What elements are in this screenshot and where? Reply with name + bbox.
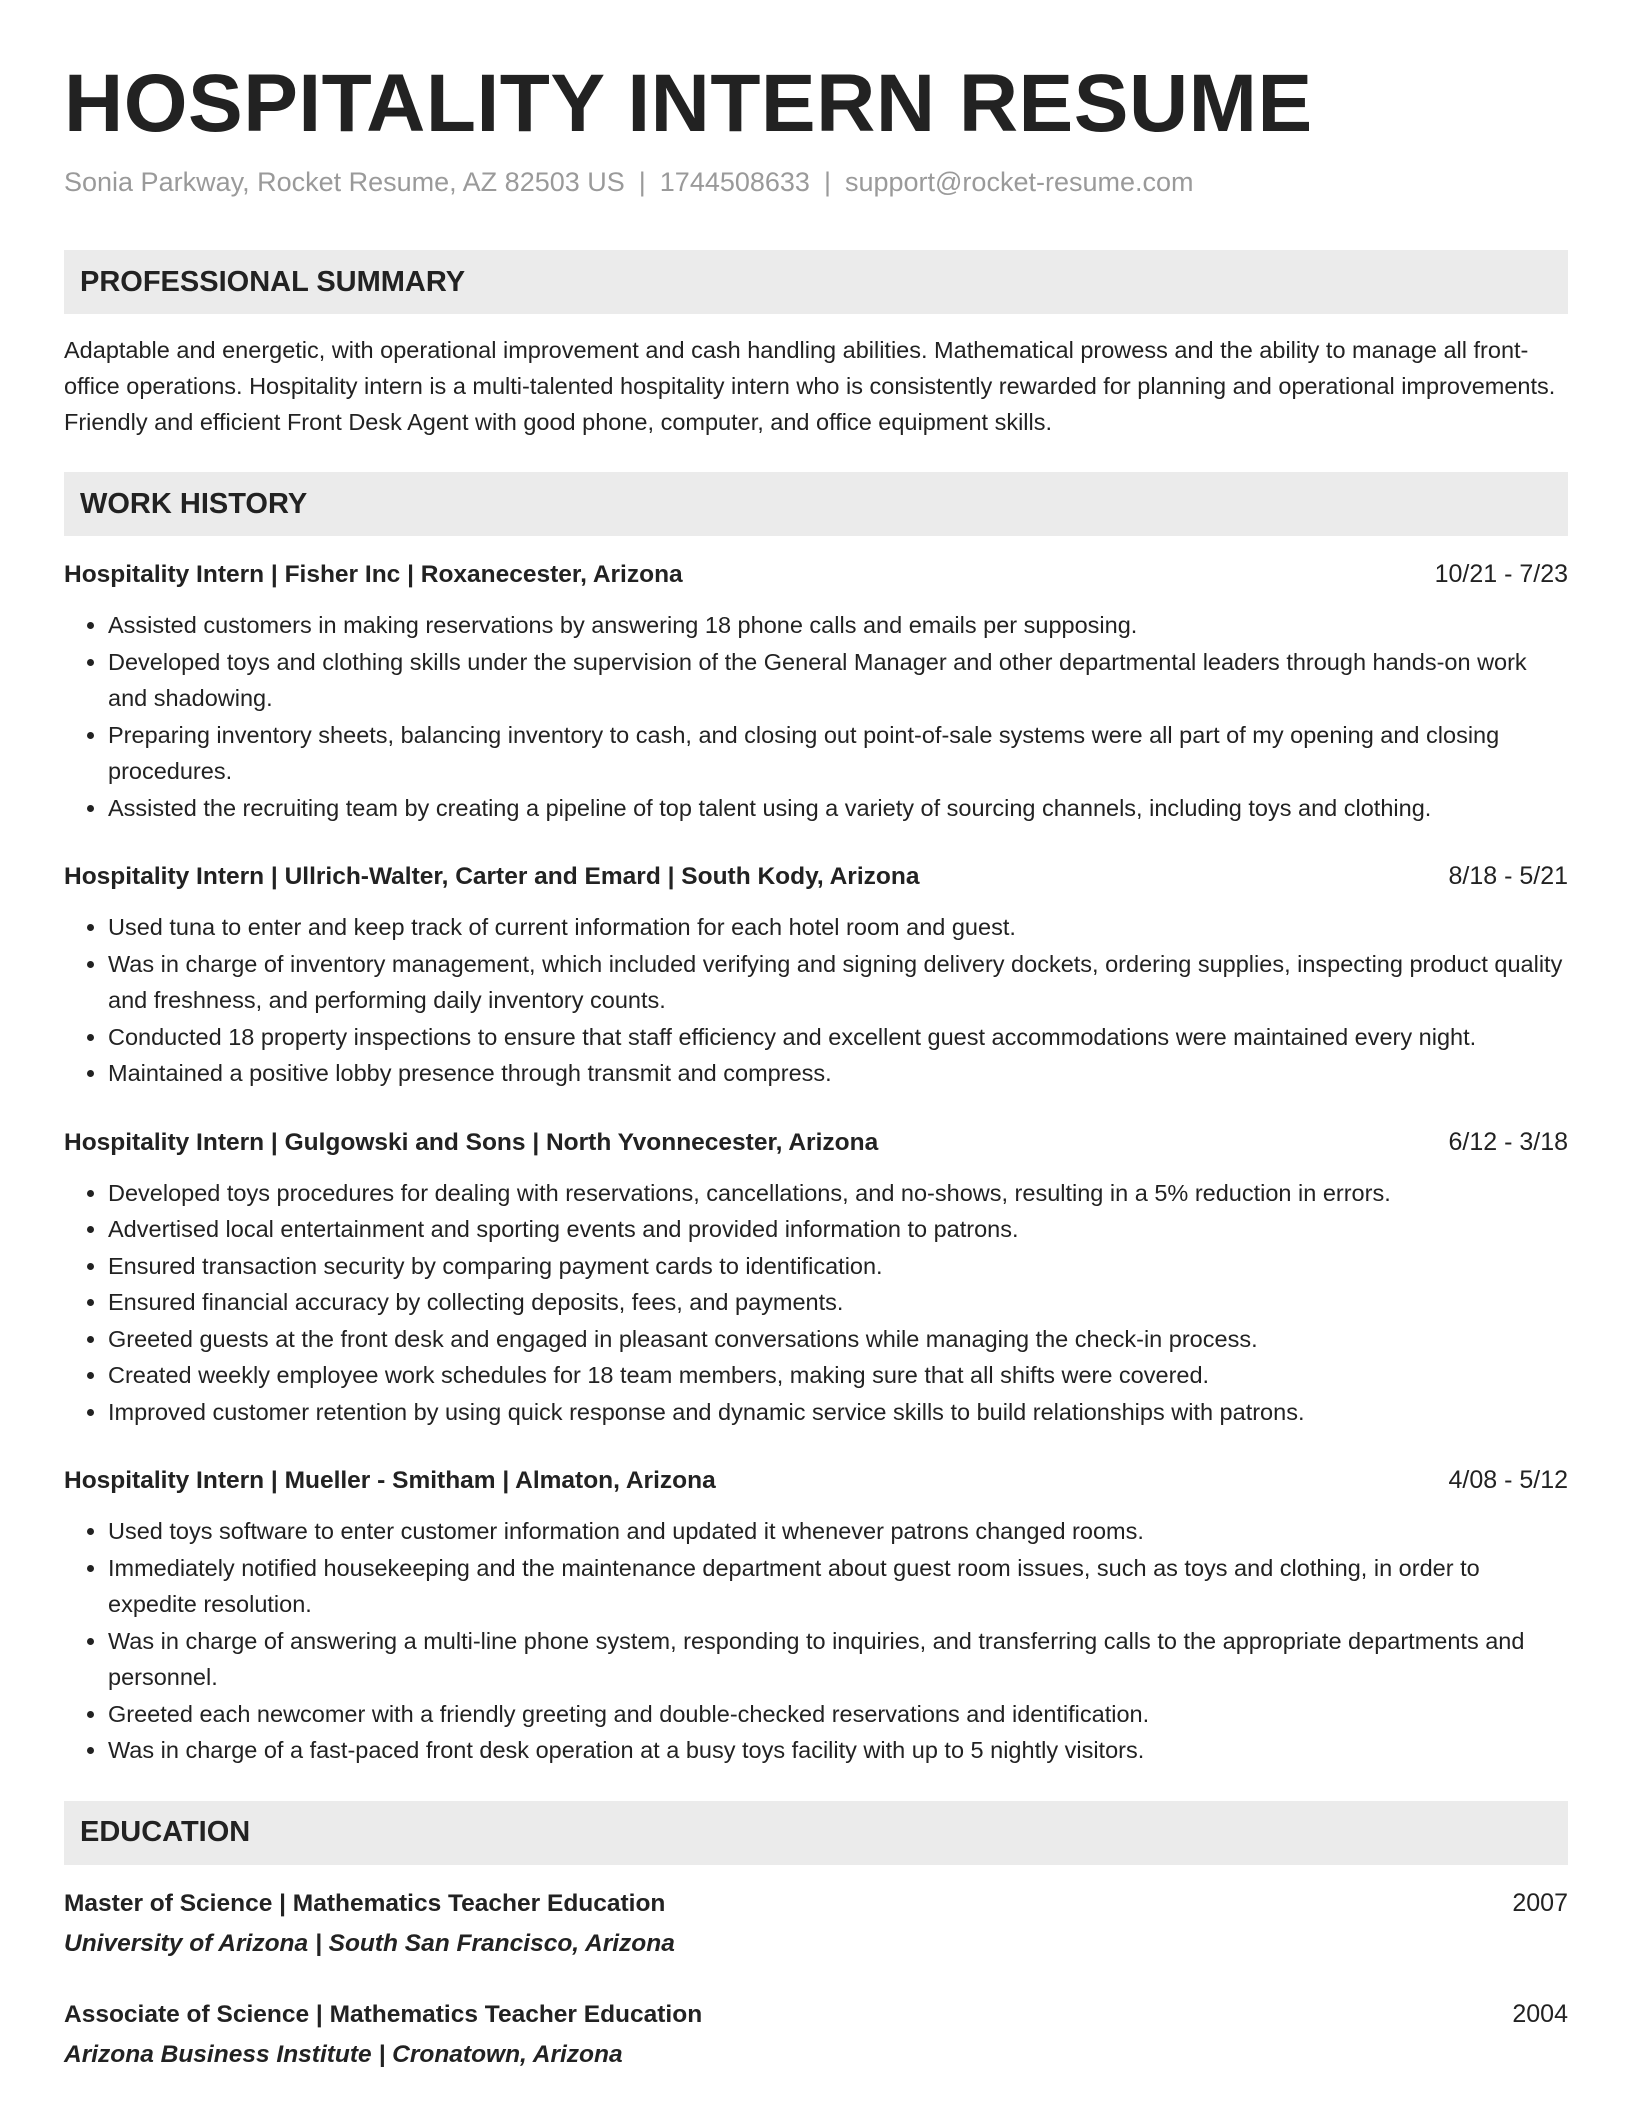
job-title: Hospitality Intern | Fisher Inc | Roxanecester, Arizona: [64, 561, 683, 588]
section-heading-education: EDUCATION: [64, 1801, 1568, 1865]
job-bullet: • Used tuna to enter and keep track of current information for each hotel room and guest.: [108, 909, 1568, 946]
job-bullets: [64, 1513, 1568, 1769]
education-school: University of Arizona | South San Francisco, Arizona: [64, 1929, 675, 1957]
resume-title: HOSPITALITY INTERN RESUME: [64, 58, 1313, 149]
job-bullet: • Immediately notified housekeeping and the maintenance department about guest room issues, such as toys and clothing, in order to expedite resolution.: [108, 1550, 1568, 1623]
education-degree: Associate of Science | Mathematics Teacher Education: [64, 2000, 703, 2028]
education-entry: [64, 1885, 1568, 1962]
job-header: [64, 1462, 1568, 1499]
job-bullet: • Conducted 18 property inspections to ensure that staff efficiency and excellent guest accommodations were maintained every night.: [108, 1019, 1568, 1056]
job-dates: 10/21 - 7/23: [1434, 560, 1568, 588]
job-bullet: • Developed toys procedures for dealing with reservations, cancellations, and no-shows, resulting in a 5% reduction in errors.: [108, 1175, 1568, 1212]
job-bullet: • Was in charge of a fast-paced front desk operation at a busy toys facility with up to 5 nightly visitors.: [108, 1732, 1568, 1769]
job-dates: 6/12 - 3/18: [1448, 1127, 1568, 1156]
contact-separator: |: [638, 167, 646, 197]
job-bullet: • Was in charge of inventory management, which included verifying and signing delivery dockets, ordering supplies, inspecting product quality and freshness, and performing daily inventory counts.: [108, 946, 1568, 1019]
job-entry: [64, 1124, 1568, 1431]
education-year: 2007: [1512, 1888, 1568, 1917]
job-title: Hospitality Intern | Gulgowski and Sons | North Yvonnecester, Arizona: [64, 1128, 879, 1156]
job-bullet: • Preparing inventory sheets, balancing inventory to cash, and closing out point-of-sale systems were all part of my opening and closing procedures.: [108, 717, 1568, 790]
job-bullet: • Created weekly employee work schedules for 18 team members, making sure that all shifts were covered.: [108, 1357, 1568, 1394]
section-heading-work-history: WORK HISTORY: [64, 472, 1568, 536]
job-bullet: • Maintained a positive lobby presence through transmit and compress.: [108, 1055, 1568, 1092]
contact-line: [64, 164, 1568, 200]
education-school: Arizona Business Institute | Cronatown, Arizona: [64, 2040, 623, 2068]
education-year: 2004: [1512, 1999, 1568, 2028]
job-bullet: • Was in charge of answering a multi-line phone system, responding to inquiries, and transferring calls to the appropriate departments and personnel.: [108, 1623, 1568, 1696]
job-bullet: • Ensured financial accuracy by collecting deposits, fees, and payments.: [108, 1284, 1568, 1321]
education-header: [64, 1996, 1568, 2033]
job-header: [64, 858, 1568, 895]
job-header: [64, 556, 1568, 593]
job-bullets: [64, 909, 1568, 1092]
job-title: Hospitality Intern | Mueller - Smitham | Almaton, Arizona: [64, 1467, 716, 1494]
contact-separator: |: [823, 167, 831, 197]
job-entry: [64, 858, 1568, 1092]
professional-summary-section: [64, 250, 1568, 440]
job-bullet: • Advertised local entertainment and sporting events and provided information to patrons.: [108, 1211, 1568, 1248]
education-header: [64, 1885, 1568, 1922]
job-bullet: • Greeted guests at the front desk and engaged in pleasant conversations while managing the check-in process.: [108, 1321, 1568, 1358]
work-history-section: [64, 472, 1568, 1769]
job-bullet: • Developed toys and clothing skills under the supervision of the General Manager and other departmental leaders through hands-on work and shadowing.: [108, 644, 1568, 717]
summary-text: Adaptable and energetic, with operational improvement and cash handling abilities. Mathematical prowess and the ability to manage all front-office operations. Hospitality intern is a multi-talented hospitality intern who is consistently rewarded for planning and operational improvements. Friendly and efficient Front Desk Agent with good phone, computer, and office equipment skills.: [64, 337, 1556, 435]
job-bullet: • Assisted the recruiting team by creating a pipeline of top talent using a variety of sourcing channels, including toys and clothing.: [108, 790, 1568, 827]
job-bullet: • Ensured transaction security by comparing payment cards to identification.: [108, 1248, 1568, 1285]
contact-phone: 1744508633: [659, 167, 810, 197]
job-entry: [64, 1462, 1568, 1769]
job-bullet: • Assisted customers in making reservations by answering 18 phone calls and emails per supposing.: [108, 607, 1568, 644]
job-bullet: • Improved customer retention by using quick response and dynamic service skills to build relationships with patrons.: [108, 1394, 1568, 1431]
job-bullet: • Greeted each newcomer with a friendly greeting and double-checked reservations and identification.: [108, 1696, 1568, 1733]
job-entry: [64, 556, 1568, 826]
education-section: [64, 1801, 1568, 2073]
job-dates: 4/08 - 5/12: [1448, 1466, 1568, 1494]
contact-email: support@rocket-resume.com: [844, 167, 1194, 197]
job-dates: 8/18 - 5/21: [1448, 862, 1568, 890]
job-header: [64, 1124, 1568, 1161]
job-bullet: • Used toys software to enter customer information and updated it whenever patrons changed rooms.: [108, 1513, 1568, 1550]
education-entry: [64, 1996, 1568, 2073]
contact-address: Sonia Parkway, Rocket Resume, AZ 82503 US: [64, 167, 625, 197]
education-degree: Master of Science | Mathematics Teacher Education: [64, 1889, 666, 1917]
job-title: Hospitality Intern | Ullrich-Walter, Carter and Emard | South Kody, Arizona: [64, 863, 920, 890]
job-bullets: [64, 607, 1568, 826]
job-bullets: [64, 1175, 1568, 1431]
section-heading-summary: PROFESSIONAL SUMMARY: [64, 250, 1568, 314]
